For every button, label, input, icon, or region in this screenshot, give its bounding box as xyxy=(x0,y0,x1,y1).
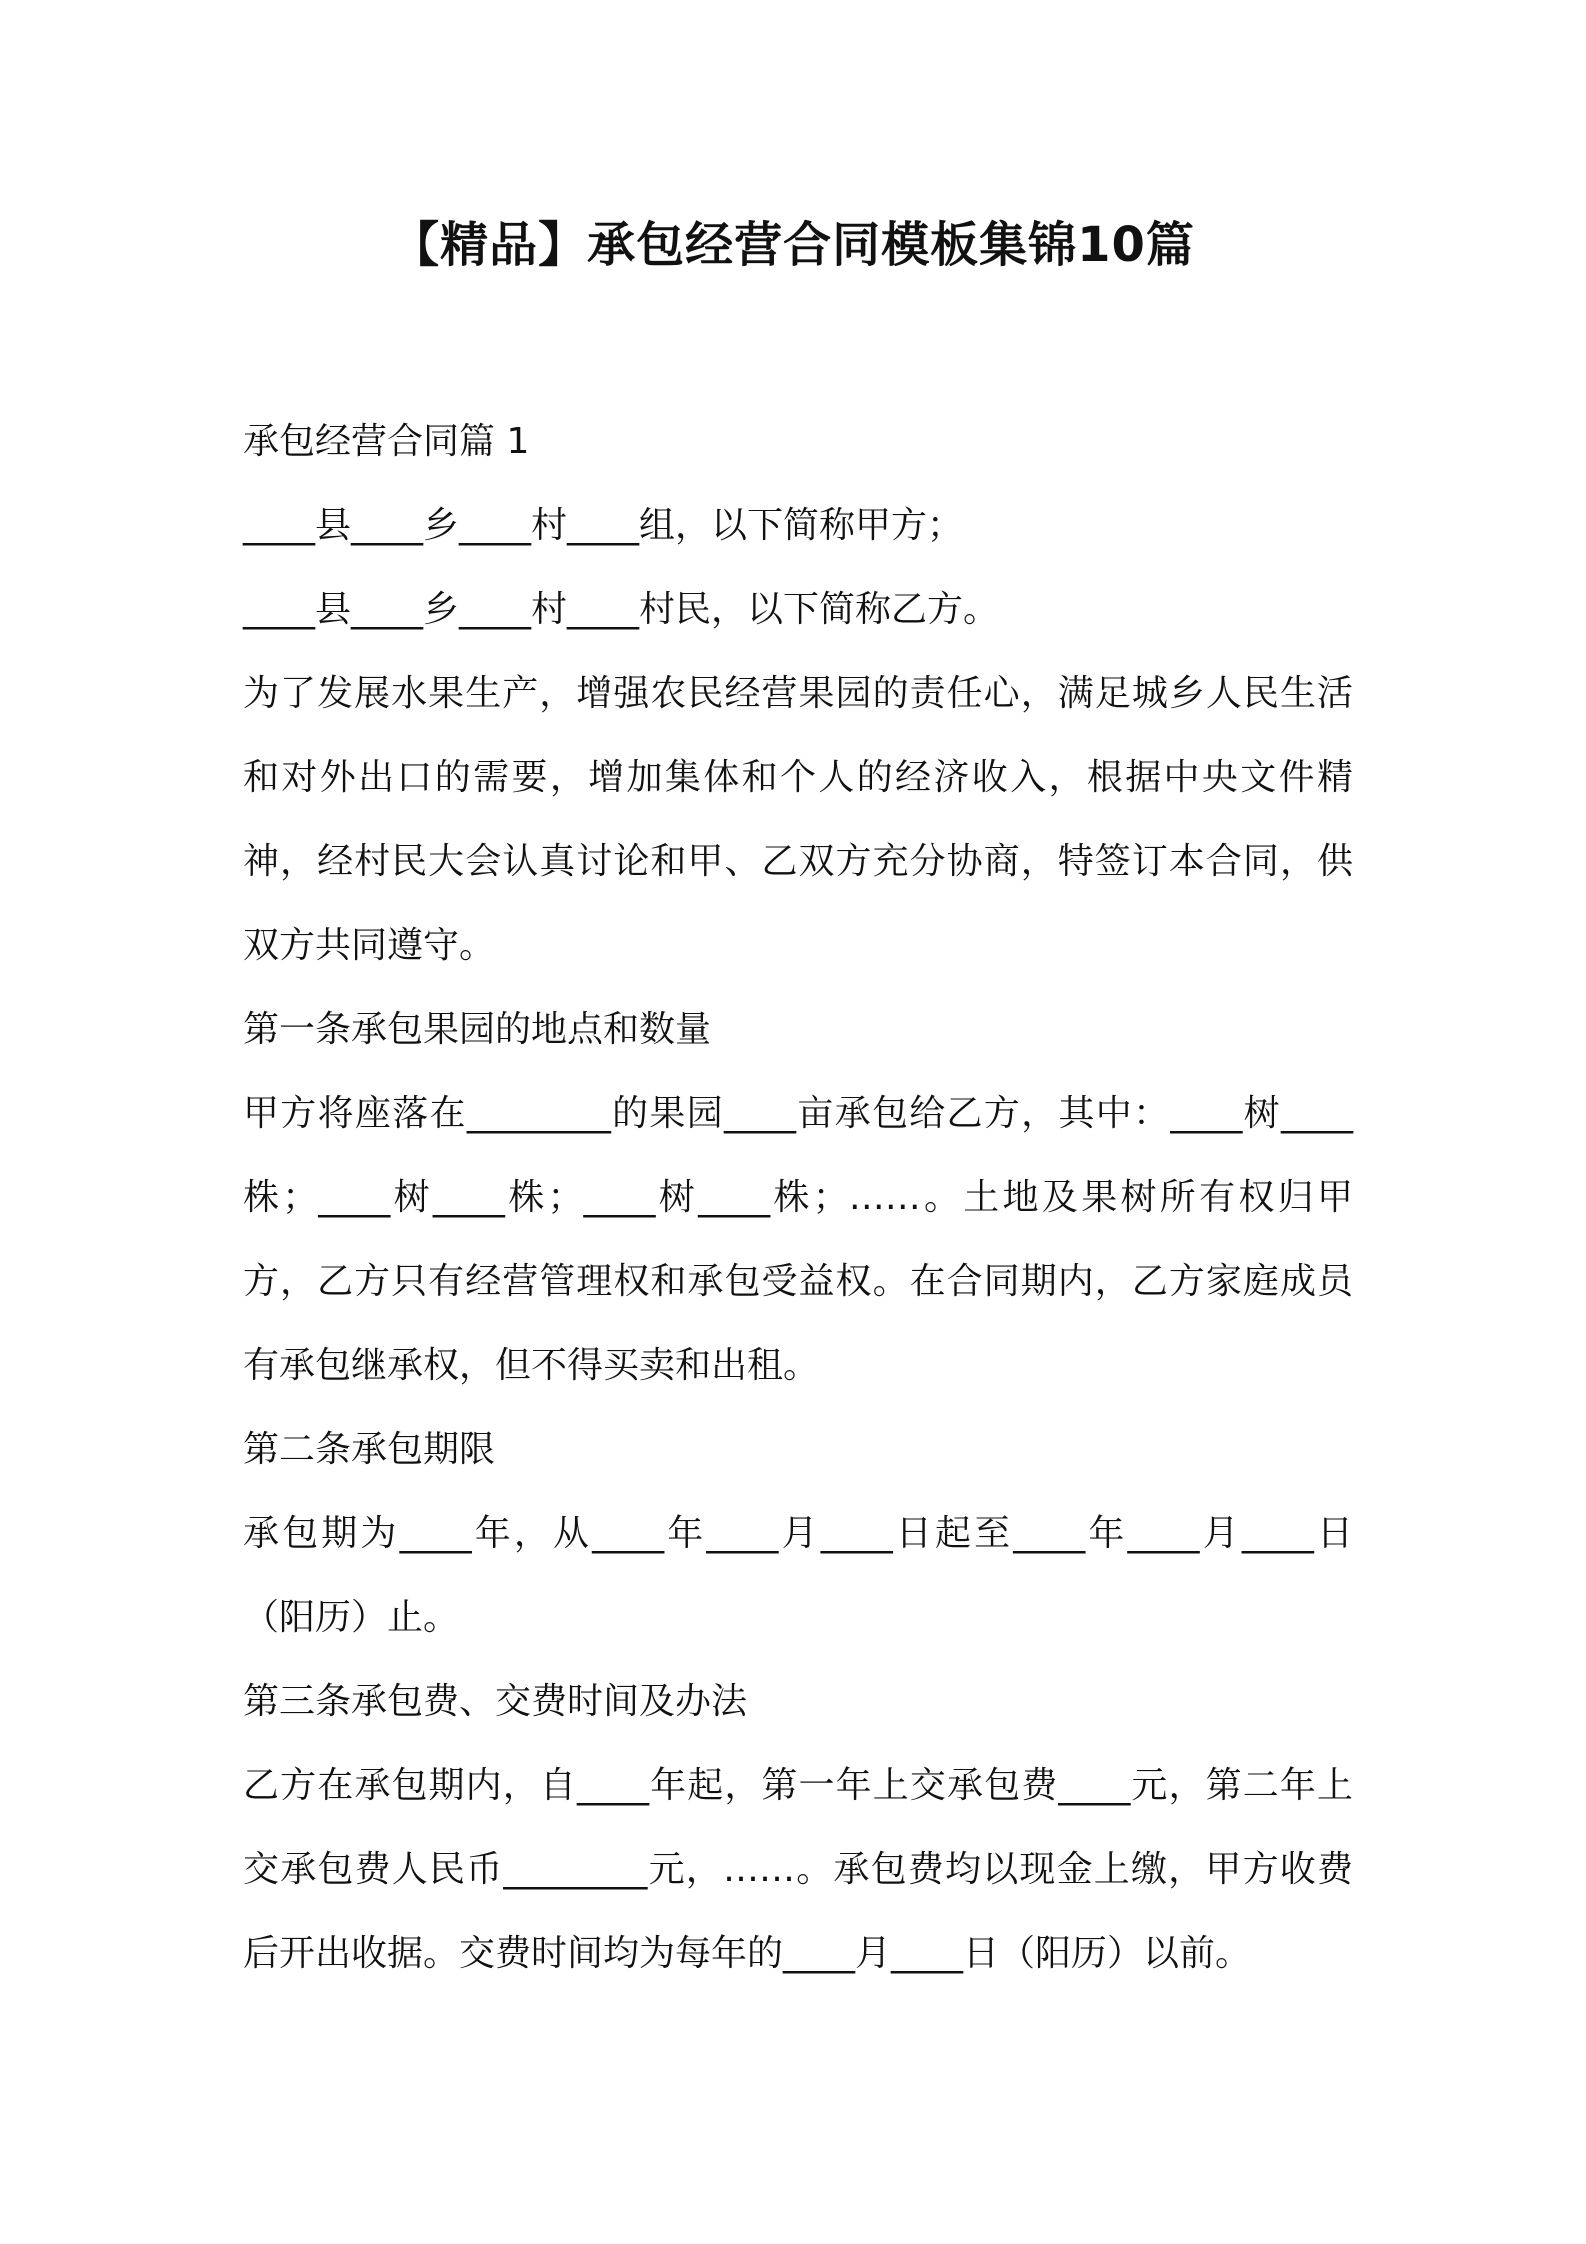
article-1-heading: 第一条承包果园的地点和数量 xyxy=(243,1009,712,1050)
article-3-body: 乙方在承包期内，自____年起，第一年上交承包费____元，第二年上交承包费人民币________元，……。承包费均以现金上缴，甲方收费后开出收据。交费时间均为每年的____月____日（阳历）以前。 xyxy=(243,1765,1353,1974)
party-b-line: ____县____乡____村____村民，以下简称乙方。 xyxy=(243,589,1000,630)
article-2-heading: 第二条承包期限 xyxy=(243,1429,496,1470)
preamble-paragraph: 为了发展水果生产，增强农民经营果园的责任心，满足城乡人民生活和对外出口的需要，增加集体和个人的经济收入，根据中央文件精神，经村民大会认真讨论和甲、乙双方充分协商，特签订本合同，供双方共同遵守。 xyxy=(243,673,1353,966)
section-title: 承包经营合同篇 1 xyxy=(243,421,530,462)
document-title: 【精品】承包经营合同模板集锦10篇 xyxy=(391,217,1195,273)
article-3-heading: 第三条承包费、交费时间及办法 xyxy=(243,1681,748,1722)
article-2-body: 承包期为____年，从____年____月____日起至____年____月____日（阳历）止。 xyxy=(243,1513,1353,1638)
document-body xyxy=(243,400,1353,1996)
article-1-body: 甲方将座落在________的果园____亩承包给乙方，其中：____树____株；____树____株；____树____株；……。土地及果树所有权归甲方，乙方只有经营管理权和承包受益权。在合同期内，乙方家庭成员有承包继承权，但不得买卖和出租。 xyxy=(243,1093,1353,1386)
party-a-line: ____县____乡____村____组，以下简称甲方； xyxy=(243,505,964,546)
